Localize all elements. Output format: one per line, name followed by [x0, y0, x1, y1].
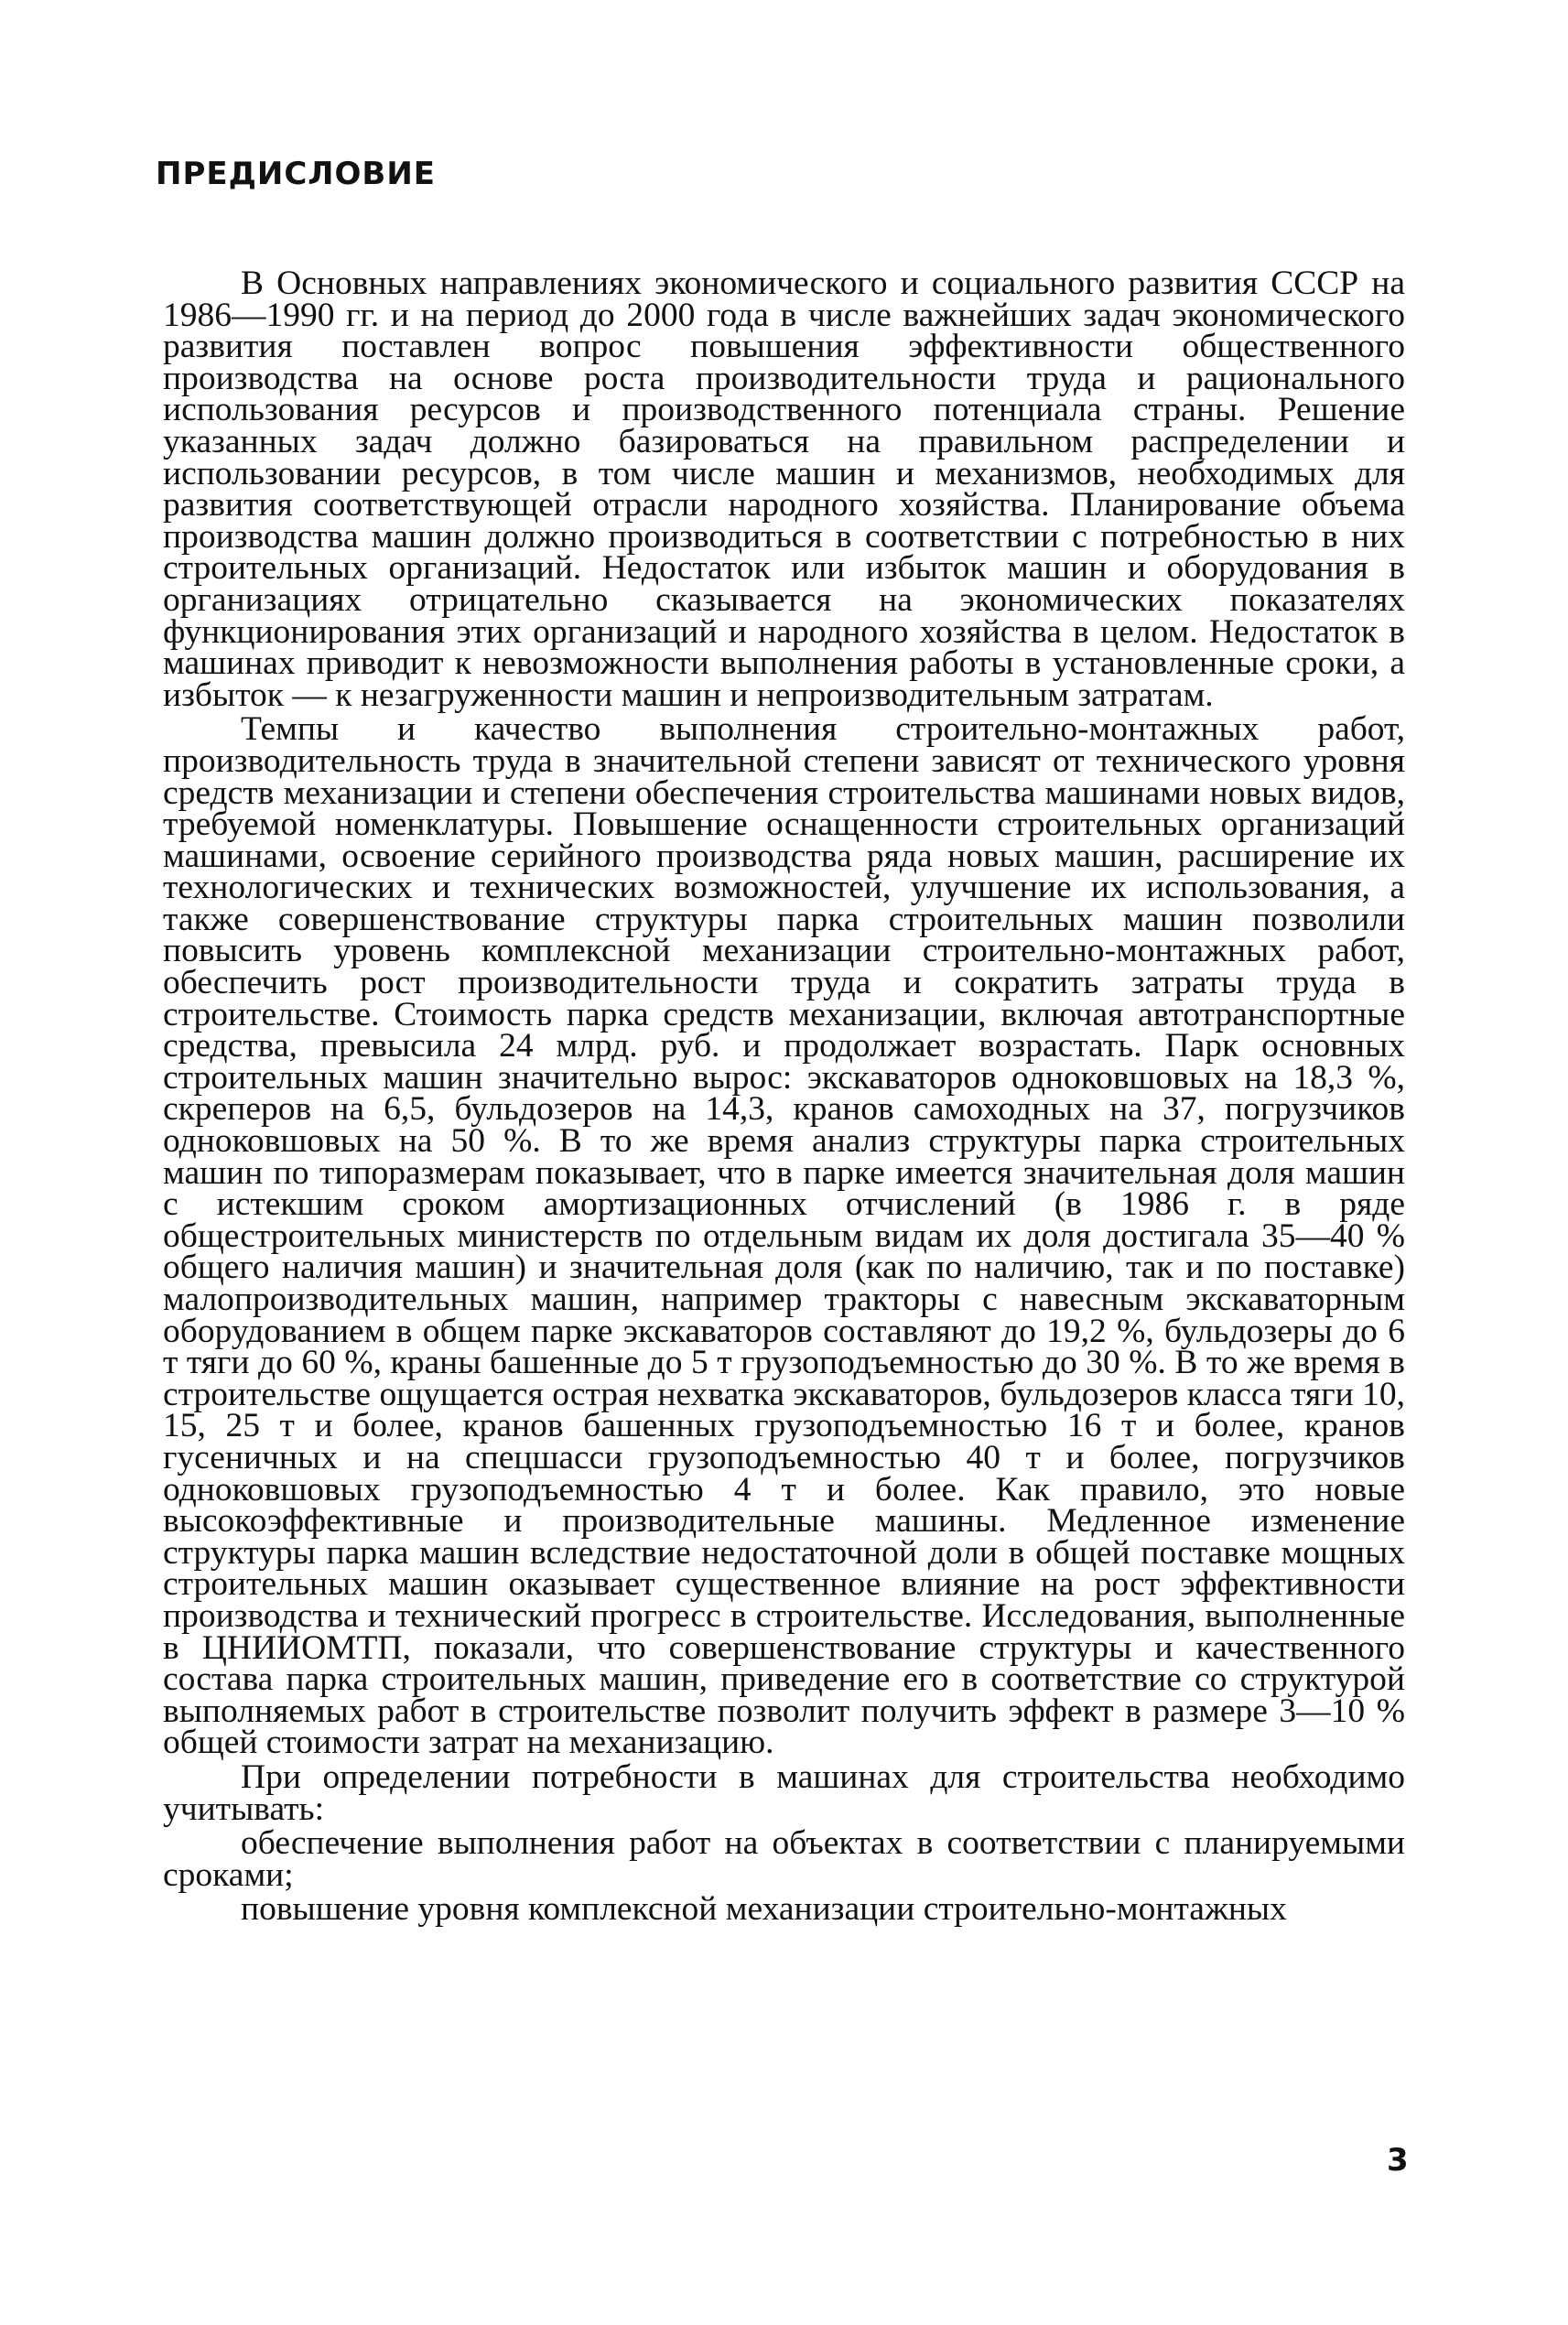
paragraph-machinery-park: Темпы и качество выполнения строительно-монтажных работ, производительность труда в значительной степени зависят от технического уровня средств механизации и степени обеспечения строительства машинами новых видов, требуемой номенклатуры. Повышение оснащенности строительных организаций машинами, освоение серийного производства ряда новых машин, расширение их технологических и технических возможностей, улучшение их использования, а также совершенствование структуры парка строительных машин позволили повысить уровень комплексной механизации строительно-монтажных работ, обеспечить рост производительности труда и сократить затраты труда в строительстве. Стоимость парка средств механизации, включая автотранспортные средства, превысила 24 млрд. руб. и продолжает возрастать. Парк основных строительных машин значительно вырос: экскаваторов одноковшовых на 18,3 %, скреперов на 6,5, бульдозеров на 14,3, кранов самоходных на 37, погрузчиков одноковшовых на 50 %. В то же время анализ структуры парка строительных машин по типоразмерам показывает, что в парке имеется значительная доля машин с истекшим сроком амортизационных отчислений (в 1986 г. в ряде общестроительных министерств по отдельным видам их доля достигала 35—40 % общего наличия машин) и значительная доля (как по наличию, так и по поставке) малопроизводительных машин, например тракторы с навесным экскаваторным оборудованием в общем парке экскаваторов составляют до 19,2 %, бульдозеры до 6 т тяги до 60 %, краны башенные до 5 т грузоподъемностью до 30 %. В то же время в строительстве ощущается острая нехватка экскаваторов, бульдозеров класса тяги 10, 15, 25 т и более, кранов башенных грузоподъемностью 16 т и более, кранов гусеничных и на спецшасси грузоподъемностью 40 т и более, погрузчиков одноковшовых грузоподъемностью 4 т и более. Как правило, это новые высокоэффективные и производительные машины. Медленное изменение структуры парка машин вследствие недостаточной доли в общей поставке мощных строительных машин оказывает существенное влияние на рост эффективности производства и технический прогресс в строительстве. Исследования, выполненные в ЦНИИОМТП, показали, что совершенствование структуры и качественного состава парка строительных машин, приведение его в соответствие со структурой выполняемых работ в строительстве позволит получить эффект в размере 3—10 % общей стоимости затрат на механизацию.: [163, 710, 1405, 1762]
page-number: 3: [1387, 2142, 1409, 2179]
list-item-schedule: обеспечение выполнения работ на объектах в соответствии с планируемыми сроками;: [163, 1824, 1405, 1894]
page-heading: ПРЕДИСЛОВИЕ: [156, 156, 437, 192]
paragraph-intro: В Основных направлениях экономического и социального развития СССР на 1986—1990 гг. и на период до 2000 года в числе важнейших задач экономического развития поставлен вопрос повышения эффективности общественного производства на основе роста производительности труда и рационального использования ресурсов и производственного потенциала страны. Решение указанных задач должно базироваться на правильном распределении и использовании ресурсов, в том числе машин и механизмов, необходимых для развития соответствующей отрасли народного хозяйства. Планирование объема производства машин должно производиться в соответствии с потребностью в них строительных организаций. Недостаток или избыток машин и оборудования в организациях отрицательно сказывается на экономических показателях функционирования этих организаций и народного хозяйства в целом. Недостаток в машинах приводит к невозможности выполнения работы в установленные сроки, а избыток — к незагруженности машин и непроизводительным затратам.: [163, 265, 1405, 714]
paragraph-requirements-intro: При определении потребности в машинах для строительства необходимо учитывать:: [163, 1757, 1405, 1828]
body-text: [163, 265, 1405, 1929]
list-item-mechanization: повышение уровня комплексной механизации строительно-монтажных: [241, 1890, 1287, 1929]
